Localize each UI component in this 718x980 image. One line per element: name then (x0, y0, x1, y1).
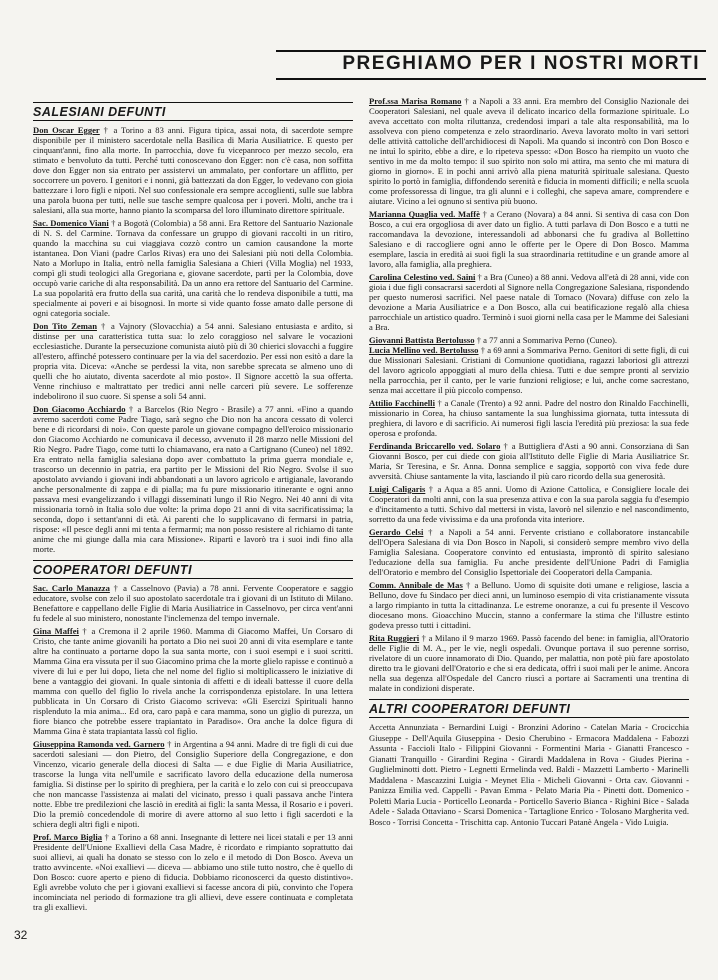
entry-name: Sac. Domenico Viani (33, 218, 109, 228)
entry-name: Gerardo Celsi (369, 527, 424, 537)
entry (369, 345, 689, 395)
entry (369, 484, 689, 524)
entry-name: Comm. Annibale de Mas (369, 580, 463, 590)
entry (369, 272, 689, 332)
entry-headline: † a Aqua a 85 anni. (428, 484, 503, 494)
entry-headline: † a Cremona il 2 aprile 1960. (82, 626, 193, 636)
entry-headline: † a Bra (Cuneo) a 88 anni. (477, 272, 569, 282)
entry-headline: † a Bogotà (Colombia) a 58 anni. (111, 218, 227, 228)
entry-headline: † in Argentina a 94 anni. (167, 739, 254, 749)
entry (33, 321, 353, 401)
entry-headline: † a Belluno. (465, 580, 511, 590)
right-column (369, 96, 689, 827)
entry (369, 335, 689, 345)
entry-text: Uomo di squisite doti umane e religiose, lascia a Belluno, dove fu Sindaco per dieci anni, un luminoso esempio di vita cristianamente vissuta a largo rimpianto in tutta la cittadinanza. Le estreme onoranze, a cui fu presente il Vescovo diocesano mons. Gioacchino Muccin, stanno a confermare la stima che l'illustre estinto godeva presso tutti i cittadini. (369, 580, 689, 630)
entry-headline: † a Milano il 9 marzo 1969. (421, 633, 520, 643)
entry (369, 96, 689, 206)
entry-text: Figura tipica, assai nota, di sacerdote sempre disponibile per il ministero sacerdotale nella Basilica di Maria Ausiliatrice. E questo per cinquant'anni, fino alla morte. In parrocchia, dove fu vicepanroco per mezzo secolo, era stimato e benvoluto da tutti. Perché tutti conoscevano don Egger: non c'è casa, non soffitta dove don Egger non sia entrato per assistervi un ammalato, per confortare un afflitto, per soccorrere un povero. I genitori e i nonni, già battezzati da don Egger, lo vedevano con gioia battezzare i loro figli e nipoti. Nel suo confessionale era sempre accoglienti, sulle sue labbra una parola buona per tutti, nelle sue tasche sempre qualcosa per i poveri. Molti, anche tra i salesiani, alla sua morte, hanno pianto la scomparsa del loro illuminato direttore spirituale. (33, 125, 353, 215)
entry-headline: † a Vajnory (Slovacchia) a 54 anni. (100, 321, 235, 331)
entry-name: Prof. Marco Biglia (33, 832, 103, 842)
entry-text: Insegnante di lettere nei licei statali e per 13 anni Presidente dell'Unione Exallievi della Casa Madre, è ricordato e rimpianto soprattutto dai suoi allievi, ai quali ha donato se stesso con lo zelo e il metodo di Don Bosco. Aveva un tratto avvincente. «Noi exallievi — diceva — abbiamo uno stile tutto nostro, che è quello di Don Bosco: cuore aperto e pieno di fiducia. Dobbiamo riconoscerci da questo distintivo». Egli avrebbe voluto che per i giovani exallievi si facesse ancora di più, convinto che l'opera incominciata nel periodo di formazione tra gli allievi, deve essere continuata e completata tra gli exallievi. (33, 832, 354, 912)
entry (33, 739, 353, 829)
entry (33, 626, 353, 736)
entry-name: Carolina Celestino ved. Saini (369, 272, 476, 282)
title-bar (276, 50, 706, 80)
entry-headline: † a 77 anni a Sommariva Perno (Cuneo). (476, 335, 618, 345)
entry (33, 832, 353, 912)
entry-name: Luigi Caligaris (369, 484, 426, 494)
entry-name: Don Giacomo Acchiardo (33, 404, 126, 414)
other-cooperators-list: Accetta Annunziata - Bernardini Luigi - Bronzini Adorino - Catelan Maria - Crocicchia Giuseppe - Dell'Aquila Giuseppina - Desio Cherubino - Ermacora Maddalena - Fabozzi Assunta - Faccioli Italo - Filippini Giovanni - Formentini Maria - Gianatti Francesco - Gianatti Tranquillo - Girardini Regina - Girardi Maddalena in Rova - Giudes Pierina - Guglielminotti dott. Pietro - Legnetti Ermelinda ved. Baldi - Mazzetti Lamberto - Marinelli Maddalena - Mascazzini Luigia - Meynet Elia - Micheli Giovanni - Orta cav. Giovanni - Panizza Emilia ved. Cappelli - Pavan Emma - Pelato Maria Pia - Pinetti dott. Domenico - Poletti Maria Lucia - Porticello Leonarda - Porticello Saverio Bianca - Righini Bice - Salada Adele - Salada Ottaviano - Scarsi Domenica - Tartaglione Enrico - Tolosano Margherita ved. Bosco - Torrisi Concetta - Trischitta cap. Antonio Tuccari Patanè Angela - Vido Luigia. (369, 722, 689, 827)
entry-text: Passò facendo del bene: in famiglia, all'Oratorio delle Figlie di M. A., per le vie, negli ospedali. Ovunque portava il suo perenne sorriso, rivelatore di un cuore innamorato di Dio. Quando, per malattia, non potè più fare apostolato diretto tra le giovani dell'Oratorio e che si era dedicata, offrì i suoi mali per le anime. Ancora nella sua degenza all'Ospedale del Cancro riuscì a portare ai Sacramenti una trentina di malate in condizioni disperate. (369, 633, 689, 693)
entry-name: Attilio Facchinelli (369, 398, 435, 408)
entry (369, 441, 689, 481)
entry-headline: † a Torino a 68 anni. (104, 832, 178, 842)
entry (369, 633, 689, 693)
section-heading-cooperatori: COOPERATORI DEFUNTI (33, 560, 353, 579)
entry-text: «Fino a quando avremo sacerdoti come Padre Tiago, sarà segno che Dio non ha ancora cessato di volerci bene e di ricordarsi di noi». Con queste parole un giovane compagno dell'eroico missionario don Giacomo Acchiardo ne comunicava il decesso, avvenuto il 28 marzo nelle Missioni del Rio Negro. Padre Tiago, come tutti lo chiamavano, era nato a Cartignano (Cuneo) nel 1892. Era entrato nella famiglia salesiana dopo aver combattuto la prima guerra mondiale e, trascorso un decennio in patria, era partito per le Missioni del Rio Negro. Svolse il suo apostolato avviando i giovani indi abbandonati a un lavoro agricolo e artigianale, lavorando anche personalmente di zappa e di pialla; ma fu pure missionario itinerante e ogni anno passava mesi evangelizzando i villaggi disseminati lungo il Rio Negro. Nei 40 anni di vita missionaria tornò in Italia solo due volte: la prima dopo 21 anni di vita sacrificatissima; la seconda, dopo i settant'anni di età. Ai parenti che lo supplicavano di fermarsi in patria, rispose: «Il pesce degli anni mi tenta a fermarmi; ma non posso resistere al richiamo di tante anime che mi giunge dalla mia cara Missione». Ripartì e lavorò tra i suoi indi fino alla morte. (33, 404, 354, 554)
entry (369, 527, 689, 577)
entry-text: Salesiano entusiasta e ardito, si distinse per una caratteristica tutta sua: lo zelo coraggioso nel salvare le vocazioni ecclesiastiche. Durante la persecuzione comunista aiutò più di 30 chierici slovacchi a fuggire all'estero, affinché potessero continuare per la via del sacerdozio. Per essi non esitò a dare la propria vita. Diceva: «Anche se perdessi la vita, non sarebbe sprecata se almeno uno di quelli che ho aiutato, diventa sacerdote al mio posto». Il Signore accettò la sua offerta. Venne rinchiuso e maltrattato per tredici anni nelle carceri più severe. Le sofferenze indebolirono il suo cuore. Si spense a soli 54 anni. (33, 321, 353, 401)
entry-text: Consorziana di San Giovanni Bosco, per cui diede con gioia all'Istituto delle Figlie di Maria Ausiliatrice Sr. Maria, Sr Teresina, e Sr. Anna. Donna semplice e saggia, sopportò con viva fede dure avversità. Chiuse santamente la vita, lasciando il più caro ricordo della sua generosità. (369, 441, 689, 481)
entry-name: Rita Ruggieri (369, 633, 420, 643)
left-column (33, 96, 353, 915)
entry-headline: † a Cerano (Novara) a 84 anni. (482, 209, 593, 219)
entry-text: Madre di tre figli di cui due sacerdoti salesiani — don Pietro, del Consiglio Superiore della Congregazione, e don Vincenzo, vicario generale della diocesi di Salta — e due Figlie di Maria Ausiliatrice, trascorse la lunga vita nell'umile e sacrificato lavoro della educazione della numerosa famiglia. Si distinse per lo spirito di preghiera, per la carità e lo zelo con cui si preoccupava che non mancasse l'assistenza ai malati del vicinato, presso i quali passava anche l'intera notte. Ebbe tre predilezioni che lasciò in eredità ai figli: la santa Messa, il Rosario e i poveri. Dio la premiò concedendole di morire di avere attorno al suo letto i figli sacerdoti e la schiera degli altri figli e nipoti. (33, 739, 354, 829)
entry-headline: † a Napoli a 54 anni. (428, 527, 516, 537)
entry-text: Vedova all'età di 28 anni, vide con gioia i due figli consacrarsi sacerdoti al Signore nella Congregazione Salesiana, rispondendo per questo numerosi sacrifici. Nel paese natale di Tornaco (Novara) diffuse con zelo la devozione a Maria Ausiliatrice e a Don Bosco, alla cui beatificazione regalò alla chiesa parrocchiale un artistico quadro. Terminò i suoi giorni nella casa per le Mamme dei Salesiani a Bra. (369, 272, 689, 332)
entry-headline: † a Buttigliera d'Asti a 90 anni. (503, 441, 618, 451)
entry-name: Giuseppina Ramonda ved. Garnero (33, 739, 165, 749)
entry (369, 580, 689, 630)
entry-text: Mamma di Giacomo Maffei, Un Corsaro di Cristo, che tante anime giovanili ha portato a Dio nei suoi 20 anni di vita esemplare e tante altre ha continuato a portarne dopo la sua santa morte, con i suoi esempi e i suoi scritti. Mamma Gina era vissuta per il suo Giacomino prima che la morte glielo rapisse e continuò a vivere di lui e per lui dopo, lieta che nel nome del figlio si moltiplicassero le iniziative di bene a vantaggio dei giovani. In quale sintonia di affetti e di ideali battesse il cuore della mamma con quello del figlio lo rivela anche la corrispondenza epistolare. In una lettera pubblicata in Un Corsaro di Cristo Giacomo scriveva: «Gli Esercizi Spirituali hanno risplenduto la mia anima... Ed ora, caro papà e cara mamma, sono un giglio di purezza, un fiore bianco che potrebbe essere trapiantato in Paradiso». Ora anche la dolce figura di Mamma Gina è stata trapiantata lassù col figlio. (33, 626, 353, 736)
page-number: 32 (14, 928, 28, 942)
section-heading-salesiani: SALESIANI DEFUNTI (33, 102, 353, 121)
entry-headline: † a Canale (Trento) a 92 anni. (437, 398, 543, 408)
entry-name: Gina Maffei (33, 626, 79, 636)
entry-name: Giovanni Battista Bertolusso (369, 335, 475, 345)
entry-text: Fervente cristiano e collaboratore instancabile dell'Opera Salesiana di via Don Bosco in Napoli, si considerò sempre membro vivo della Famiglia Salesiana. Cooperatore convinto ed entusiasta, improntò di spirito salesiano l'educazione della sua famiglia. Fu anche presidente dell'Unione Padri di Famiglia dell'Oratorio e membro del Consiglio Ispettoriale dei Cooperatori della Campania. (369, 527, 690, 577)
entry-name: Don Oscar Egger (33, 125, 100, 135)
entry-text: Si sentiva di casa con Don Bosco, a cui era orgogliosa di aver dato un figlio. A tutti parlava di Don Bosco e a tutti ne raccomandava la devozione, interessandoli ad abbonarsi che fu gradiva al Bollettino Salesiano e di raccogliere ogni anno le offerte per le Opere di Don Bosco. Mamma esemplare, lascia in eredità ai suoi figli la sua straordinaria rettitudine e un grande amore al lavoro, alla famiglia, alla preghiera. (369, 209, 690, 269)
entry-headline: † a Torino a 83 anni. (103, 125, 185, 135)
entry-name: Sac. Carlo Manazza (33, 583, 110, 593)
entry (369, 398, 689, 438)
entry-headline: † a Barcelos (Rio Negro - Brasile) a 77 anni. (128, 404, 294, 414)
entry-headline: † a Casselnovo (Pavia) a 78 anni. (113, 583, 240, 593)
entry-text: Uomo di Azione Cattolica, e Consigliere locale dei Cooperatori da molti anni, con la sua presenza attiva e con la sua parola saggia fu d'esempio e d'incitamento a tutti. Schivo dal mettersi in vista, lavorò nel silenzio e nel nascondimento, sorretto da una fede vivissima e da una profonda vita interiore. (369, 484, 689, 524)
entry-headline: † a Napoli a 33 anni. (464, 96, 542, 106)
entry-text: Padre del nostro don Rinaldo Facchinelli, missionario in Corea, ha chiuso santamente la sua lunghissima giornata, tutta intessuta di preghiera, di lavoro e di sacrificio. Ai numerosi figli lascia l'eredità più preziosa: la sua fede operosa e profonda. (369, 398, 689, 438)
entry-text: Genitori di sette figli, di cui due Missionari Salesiani. Cristiani di Comunione quotidiana, ragazzi laboriosi gli attrezzi del lavoro agricolo appoggiati al muro della chiesa. Tutti e due sempre pronti al servizio nella parrocchia, per il canto, per le varie funzioni religiose; e lui, anche come sacrestano, senza mai accettare il più piccolo compenso. (369, 345, 689, 395)
entry (33, 583, 353, 623)
entry (369, 209, 689, 269)
entry (33, 125, 353, 215)
entry-name: Lucia Mellino ved. Bertolusso (369, 345, 479, 355)
section-heading-altri: ALTRI COOPERATORI DEFUNTI (369, 699, 689, 718)
entry (33, 218, 353, 318)
page-title: PREGHIAMO PER I NOSTRI MORTI (342, 53, 700, 74)
entry-text: Fervente Cooperatore e saggio educatore, svolse con zelo il suo apostolato sacerdotale tra i giovani di un Istituto di Milano. Benefattore e cappellano delle Figlie di Maria Ausiliatrice in Casselnovo, per circa vent'anni fu fedele al suo ministero, nonostante l'inclemenza del tempo invernale. (33, 583, 353, 623)
entry-headline: † a 69 anni a Sommariva Perno. (480, 345, 592, 355)
entry-name: Don Tito Zeman (33, 321, 97, 331)
entry-name: Ferdinanda Briccarello ved. Solaro (369, 441, 501, 451)
entry-text: Era membro del Consiglio Nazionale dei Cooperatori Salesiani, nel quale aveva il delicato incarico della formazione spirituale. Lo aveva accettato con molta riluttanza, credendosi impari a tale alta responsabilità, ma lo assolveva con pieno competenza e zelo straordinario. Aveva lavorato molto in vari settori delle attività cattoliche dell'archidiocesi di Napoli. Ma quando si incontrò con Don Bosco e ne intuì lo spirito, ebbe a dire, e lo ripeteva spesso: «Don Bosco ha riempito un vuoto che sentivo in me da molto tempo: il suo spirito non solo mi attira, ma sento che mi matura di giorno in giorno». E in pochi anni arrivò alla piena maturità spirituale salesiana. Questo spirito lo portò in famiglia, diffondendo serenità e fiducia in momenti difficili; e nella scuola come professoressa di lingue, tra gli alunni e i colleghi, che sapeva amare, comprendere e aiutare. Vicino a lei ognuno si sentiva più buono. (369, 96, 689, 206)
entry (33, 404, 353, 554)
entry-name: Prof.ssa Marisa Romano (369, 96, 462, 106)
entry-text: Era Rettore del Santuario Nazionale di N. S. del Carmine. Tornava da confessare un gruppo di giovani raccolti in un ritiro, quando la macchina su cui viaggiava cozzò contro un camion causandone la morte istantanea. Don Viani (padre Carlos Rivas) era uno dei Salesiani più noti della Colombia. Nato a Morlupo in Italia, entrò nella famiglia Salesiana a Chieri (Villa Moglia) nel 1933, compì gli studi teologici alla Gregoriana e, giovane sacerdote, partì per la Colombia, dove occupò varie cariche di alta responsabilità. Da un anno era rettore del Santuario del Carmine. La sua popolarità era frutto della sua carità, una carità che lo rendeva disponibile a tutti, ma specialmente ai poveri e ai bisognosi. In morte si vide quanto fosse amato dalle persone di ogni categoria sociale. (33, 218, 353, 318)
entry-name: Marianna Quaglia ved. Maffè (369, 209, 480, 219)
